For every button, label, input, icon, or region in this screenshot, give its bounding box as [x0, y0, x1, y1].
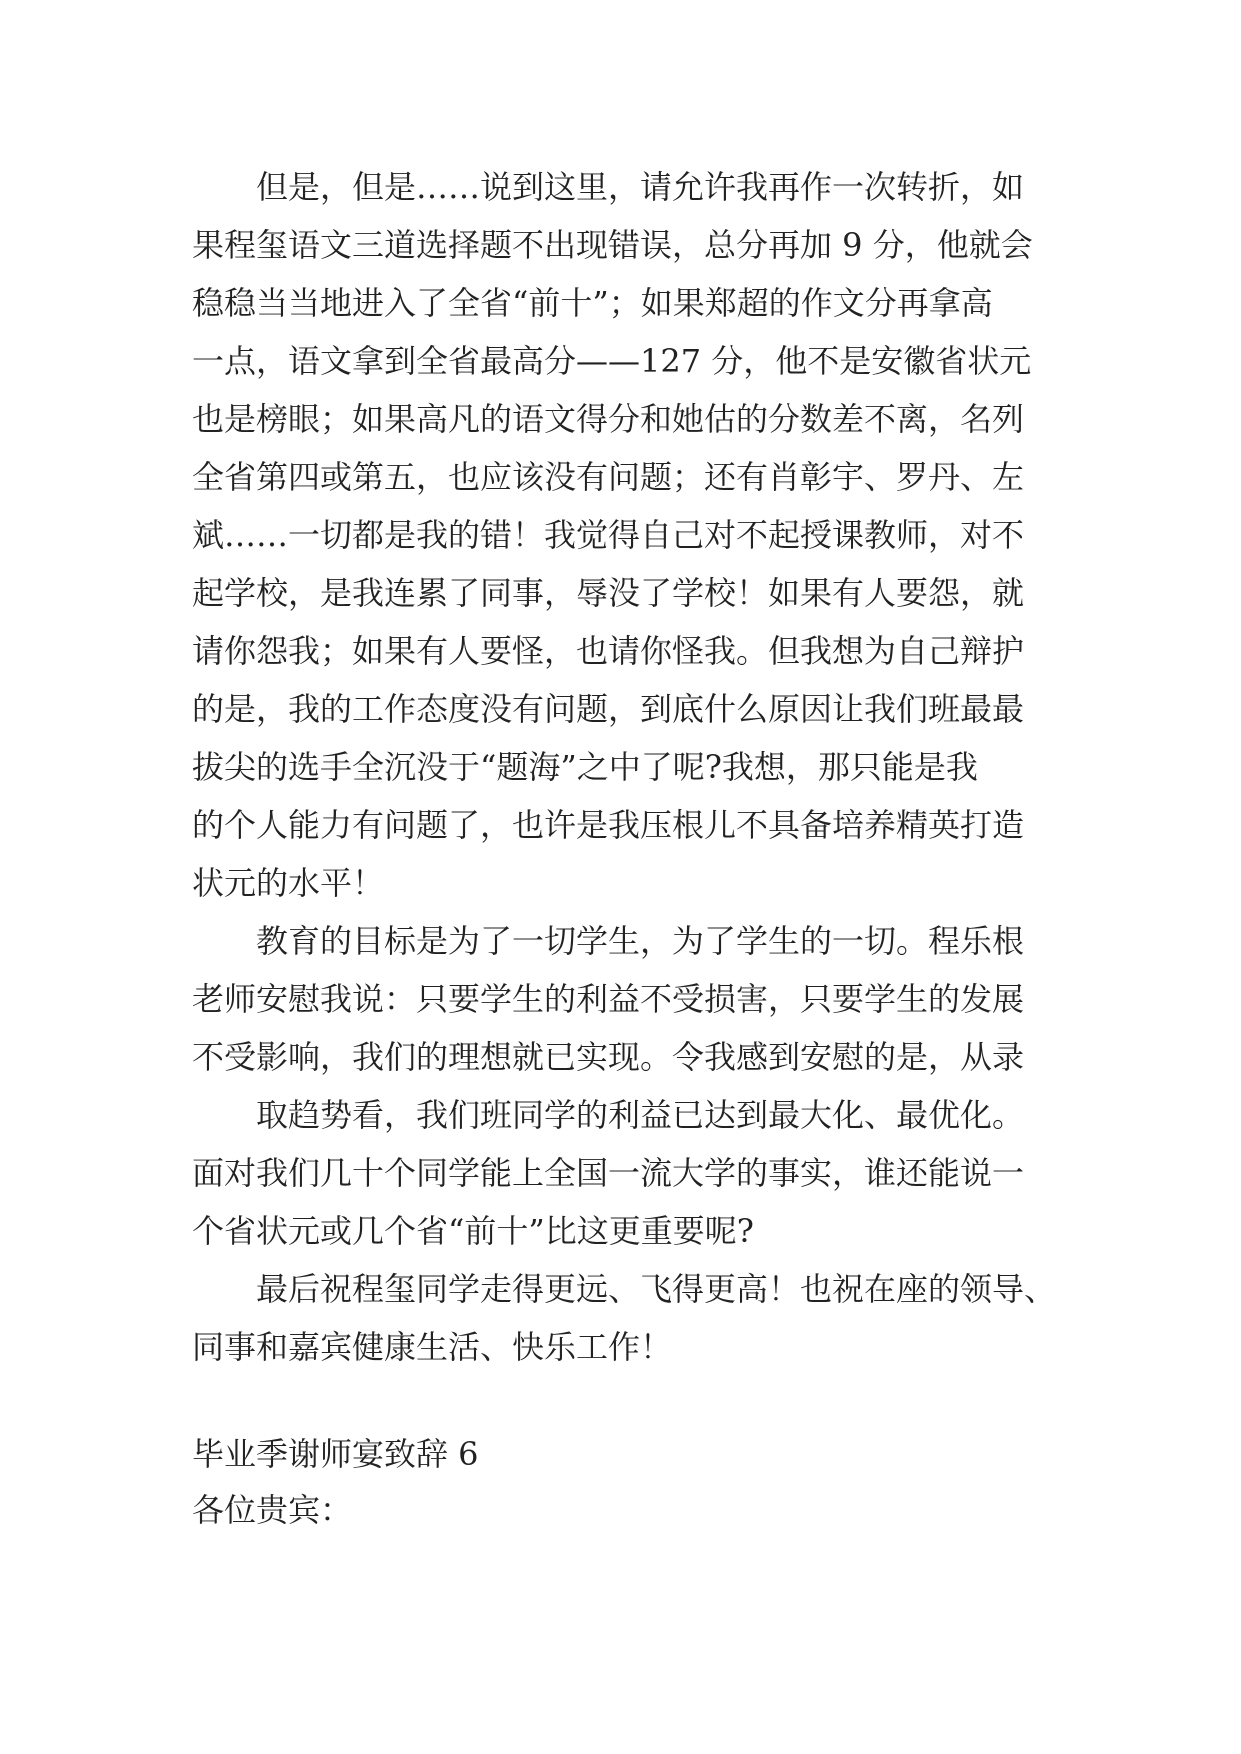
- text-line: 最后祝程玺同学走得更远、飞得更高！也祝在座的领导、: [256, 1270, 1057, 1308]
- section-spacer: [192, 1376, 1052, 1426]
- text-line: 请你怨我；如果有人要怪，也请你怪我。但我想为自己辩护: [192, 632, 1025, 670]
- text-line: 拔尖的选手全沉没于“题海”之中了呢?我想，那只能是我: [192, 748, 978, 786]
- text-line: 全省第四或第五，也应该没有问题；还有肖彰宇、罗丹、左: [192, 458, 1025, 496]
- text-line: 稳稳当当地进入了全省“前十”；如果郑超的作文分再拿高: [192, 284, 993, 322]
- text-line: 的是，我的工作态度没有问题，到底什么原因让我们班最最: [192, 690, 1025, 728]
- text-line: 取趋势看，我们班同学的利益已达到最大化、最优化。: [256, 1096, 1025, 1134]
- paragraph-2: [192, 912, 1052, 1086]
- text-line: 个省状元或几个省“前十”比这更重要呢?: [192, 1212, 754, 1250]
- greeting-line: 各位贵宾：: [192, 1491, 353, 1529]
- paragraph-1: [192, 158, 1052, 912]
- text-line: 状元的水平！: [192, 864, 385, 902]
- text-line: 的个人能力有问题了，也许是我压根儿不具备培养精英打造: [192, 806, 1025, 844]
- paragraph-3: [192, 1086, 1052, 1260]
- document-body: [192, 158, 1057, 1538]
- text-line: 不受影响，我们的理想就已实现。令我感到安慰的是，从录: [192, 1038, 1025, 1076]
- paragraph-4: [192, 1260, 1057, 1376]
- text-line: 面对我们几十个同学能上全国一流大学的事实，谁还能说一: [192, 1154, 1025, 1192]
- text-line: 老师安慰我说：只要学生的利益不受损害，只要学生的发展: [192, 980, 1025, 1018]
- text-line: 但是，但是……说到这里，请允许我再作一次转折，如: [256, 168, 1025, 206]
- text-line: 斌……一切都是我的错！我觉得自己对不起授课教师，对不: [192, 516, 1025, 554]
- text-line: 同事和嘉宾健康生活、快乐工作！: [192, 1328, 673, 1366]
- text-line: 起学校，是我连累了同事，辱没了学校！如果有人要怨，就: [192, 574, 1025, 612]
- text-line: 教育的目标是为了一切学生，为了学生的一切。程乐根: [256, 922, 1025, 960]
- section-title: 毕业季谢师宴致辞 6: [192, 1435, 479, 1473]
- text-line: 也是榜眼；如果高凡的语文得分和她估的分数差不离，名列: [192, 400, 1025, 438]
- text-line: 果程玺语文三道选择题不出现错误，总分再加 9 分，他就会: [192, 226, 1033, 264]
- text-line: 一点，语文拿到全省最高分——127 分，他不是安徽省状元: [192, 342, 1032, 380]
